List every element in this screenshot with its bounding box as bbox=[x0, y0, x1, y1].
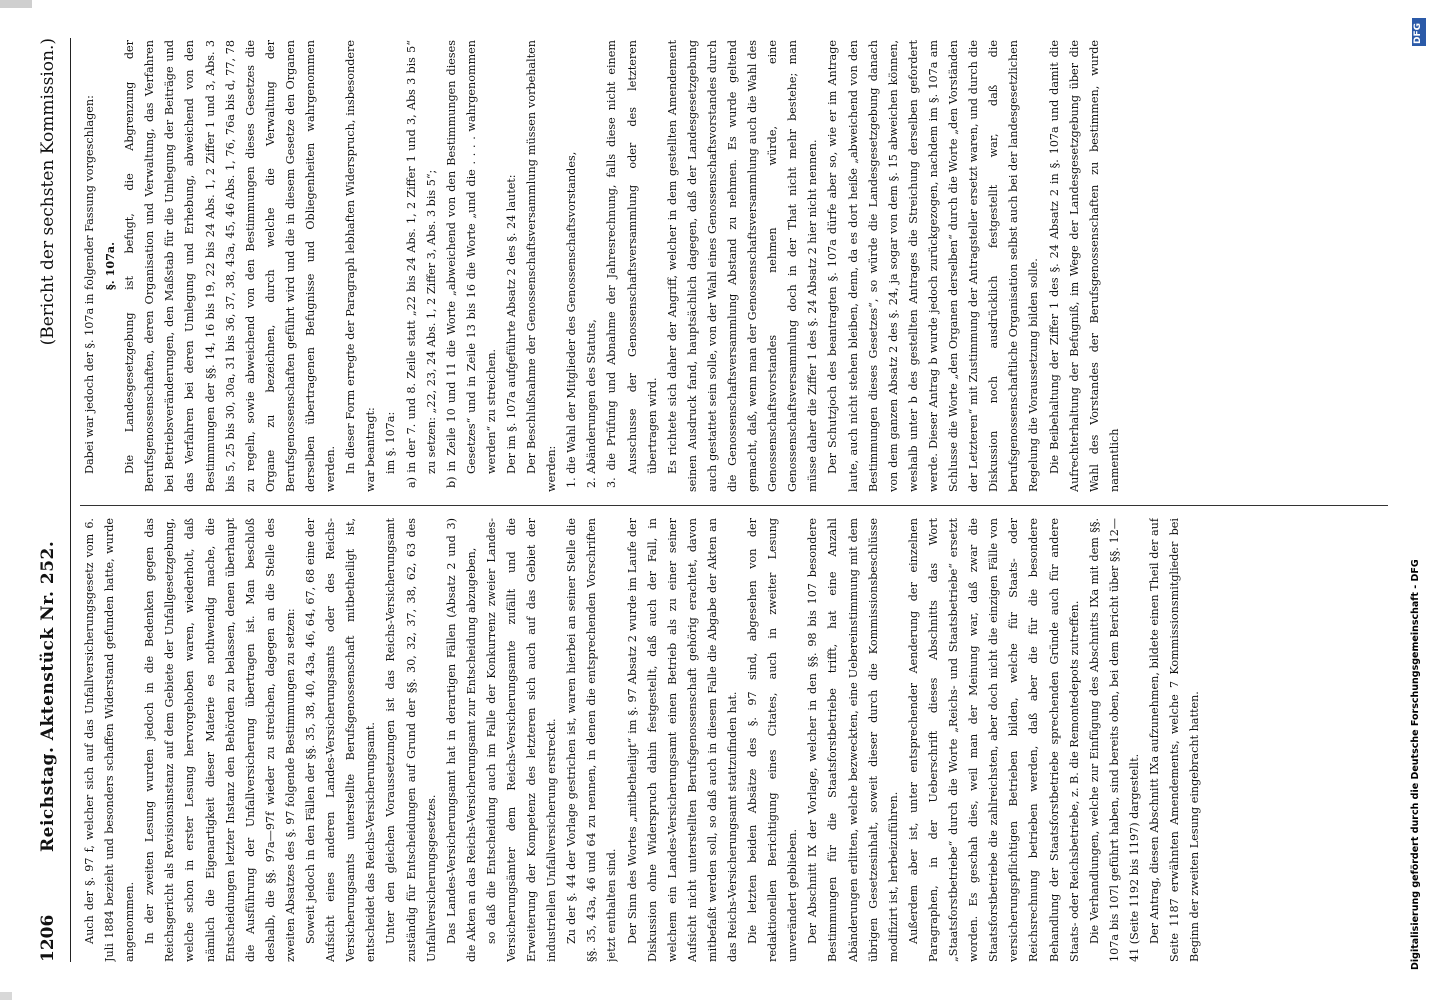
paragraph: Zu der §. 44 der Vorlage gestrichen ist, waren hierbei an seiner Stelle die §§. 35, 43a, 46 und 64 zu nennen, in denen die entsprechenden Vorschriften jetzt enthalten sind. bbox=[565, 518, 619, 962]
paragraph: Die Verhandlungen, welche zur Einfügung des Abschnitts IXa mit dem §§. 107a bis 107l geführt haben, sind bereits oben, bei dem Bericht über §§. 12—41 (Seite 1192 bis 1197) dargestellt. bbox=[1087, 518, 1141, 962]
paragraph: Die letzten beiden Absätze des §. 97 sind, abgesehen von der redaktionellen Berichtigung eines Citates, auch in zweiter Lesung unverändert geblieben. bbox=[746, 518, 800, 962]
paragraph: Der Abschnitt IX der Vorlage, welcher in den §§. 98 bis 107 besondere Bestimmungen für die Staatsforstbetriebe trifft, hat eine Anzahl Abänderungen erlitten, welche bezweckten, eine Uebereinstimmung mit dem übrigen Gesetzesinhalt, soweit dieser durch die Kommissionsbeschlüsse modifizirt ist, herbeizuführen. bbox=[806, 518, 900, 962]
list-item: 2. Abänderungen des Statuts, bbox=[585, 319, 599, 488]
section-heading: §. 107a. bbox=[103, 241, 118, 291]
paragraph: Auch der §. 97 f, welcher sich auf das Unfallversicherungsgesetz vom 6. Juli 1884 bezieht und besonders schaffen Widerstand gefunden hatte, wurde angenommen. bbox=[83, 518, 137, 962]
paragraph: Die Beibehaltung der Ziffer 1 des §. 24 Absatz 2 in §. 107a und damit die Aufrechterhaltung der Befugniß, im Wege der Landesgesetzgebung über die Wahl des Vorstandes der Berufsgenossenschaften zu bestimmen, wurde namentlich bbox=[1047, 40, 1121, 492]
paragraph: Es richtete sich daher der Angriff, welcher in dem gestellten Amendement seinen Ausdruck fand, hauptsächlich dagegen, daß der Landesgesetzgebung auch gestattet sein solle, von der Wahl eines Genossenschaftsvorstandes durch die Genossenschaftsversammlung Abstand zu nehmen. Es wurde geltend gemacht, daß, wenn man der Genossenschaftsversammlung auch die Wahl des Genossenschaftsvorstandes nehmen würde, eine Genossenschaftsversammlung doch in der That nicht mehr bestehe; man müsse daher die Ziffer 1 des §. 24 Absatz 2 hier nicht nennen. bbox=[665, 40, 820, 492]
page-number: 1206 bbox=[38, 914, 58, 962]
paragraph: Soweit jedoch in den Fällen der §§. 35, 38, 40, 43a, 46, 64, 67, 68 eine der Aufsicht eines anderen Landes-Versicherungsamts oder des Reichs-Versicherungsamts unterstellte Berufsgenossenschaft mitbetheiligt ist, entscheidet das Reichs-Versicherungsamt. bbox=[304, 518, 378, 962]
document-page bbox=[16, 20, 1408, 980]
right-column bbox=[80, 40, 1396, 492]
digitization-note bbox=[1410, 40, 1426, 970]
paragraph: Der im §. 107a aufgeführte Absatz 2 des §. 24 lautet: bbox=[504, 174, 518, 474]
paragraph: Dabei war jedoch der §. 107a in folgender Fassung vorgeschlagen: bbox=[83, 95, 96, 474]
list-item: b) in Zeile 10 und 11 die Worte „abweichend von den Bestimmungen dieses Gesetzes“ und in Zeile 13 bis 16 die Worte „und die . . . . wahrgenommen werden“ zu streichen. bbox=[444, 40, 498, 488]
list-item: 1. die Wahl der Mitglieder des Genossenschaftsvorstandes, bbox=[565, 151, 579, 488]
dfg-logo bbox=[1412, 18, 1426, 46]
digitization-note-text: Digitalisierung gefördert durch die Deutsche Forschungsgemeinschaft - DFG bbox=[1410, 559, 1421, 970]
dfg-logo-text: DFG bbox=[1413, 22, 1423, 44]
left-column bbox=[80, 518, 1396, 962]
paragraph: Der Sinn des Wortes „mitbetheiligt“ im §. 97 Absatz 2 wurde im Laufe der Diskussion ohne Widerspruch dahin festgestellt, daß auch der Fall, in welchem ein Landes-Versicherungsamt einen Betrieb als zu einer seiner Aufsicht nicht unterstellten Berufsgenossenschaft gehörig erachtet, davon mitbefaßt werden soll, so daß auch in diesem Falle die Abgabe der Akten an das Reichs-Versicherungsamt stattzufinden hat. bbox=[625, 518, 739, 962]
paragraph: Unter den gleichen Voraussetzungen ist das Reichs-Versicherungsamt zuständig für Entscheidungen auf Grund der §§. 30, 32, 37, 38, 62, 63 des Unfallversicherungsgesetzes. bbox=[384, 518, 438, 962]
paragraph: Der Schutzjoch des beantragten §. 107a dürfe aber so, wie er im Antrage laute, auch nicht stehen bleiben, denn, da es dort heiße „abweichend von den Bestimmungen dieses Gesetzes“, so würde die Landesgesetzgebung danach von dem ganzen Absatz 2 des §. 24, ja sogar von dem §. 15 abweichen können, weshalb unter b des gestellten Antrages die Streichung derselben gefordert werde. Dieser Antrag b wurde jedoch zurückgezogen, nachdem im §. 107a am Schlusse die Worte „den Organen derselben“ durch die Worte „den Vorständen der Letzteren“ mit Zustimmung der Antragsteller ersetzt waren, und durch die Diskussion noch ausdrücklich festgestellt war, daß die berufsgenossenschaftliche Organisation selbst auch bei der landesgesetzlichen Regelung die Voraussetzung bilden solle. bbox=[826, 40, 1041, 492]
column-separator bbox=[80, 505, 1388, 506]
list-item: a) in der 7. und 8. Zeile statt „22 bis 24 Abs. 1, 2 Ziffer 1 und 3, Abs 3 bis 5“ zu setzen: „22, 23, 24 Abs. 1, 2 Ziffer 3, Abs. 3 bis 5“; bbox=[404, 40, 438, 488]
paragraph: so daß die Entscheidung auch im Falle der Konkurrenz zweier Landes-Versicherungsämter dem Reichs-Versicherungsamte zufällt und die Erweiterung der Kompetenz des letzteren sich auch auf das Gebiet der industriellen Unfallversicherung erstreckt. bbox=[484, 518, 559, 962]
paragraph: In dieser Form erregte der Paragraph lebhaften Widerspruch, insbesondere war beantragt: bbox=[344, 40, 378, 492]
document-series-title: Reichstag. Aktenstück Nr. 252. bbox=[38, 540, 58, 852]
paragraph: Die Landesgesetzgebung ist befugt, die Abgrenzung der Berufsgenossenschaften, deren Organisation und Verwaltung, das Verfahren bei Betriebsveränderungen, den Maßstab für die Umlegung der Beiträge und das Verfahren bei deren Umlegung und Erhebung, abweichend von den Bestimmungen der §§. 14, 16 bis 19, 22 bis 24 Abs. 1, 2 Ziffer 1 und 3, Abs. 3 bis 5, 25 bis 30, 30a, 31 bis 36, 37, 38, 43a, 45, 46 Abs. 1, 76, 76a bis d, 77, 78 zu regeln, sowie abweichend von den Bestimmungen dieses Gesetzes die Organe zu bezeichnen, durch welche die Verwaltung der Berufsgenossenschaften geführt wird und die in diesem Gesetze den Organen derselben übertragenen Befugnisse und Obliegenheiten wahrgenommen werden. bbox=[123, 40, 338, 492]
paragraph: Der Beschlußnahme der Genossenschaftsversammlung müssen vorbehalten werden: bbox=[525, 40, 559, 492]
running-header bbox=[34, 38, 68, 962]
paragraph: Außerdem aber ist, unter entsprechender Aenderung der einzelnen Paragraphen, in der Ueberschrift dieses Abschnitts das Wort „Staatsforstbetriebe“ durch die Worte „Reichs- und Staatsbetriebe“ ersetzt worden. Es geschah dies, weil man der Meinung war, daß zwar die Staatsforstbetriebe die zahlreichsten, aber doch nicht die einzigen Fälle von versicherungspflichtigen Betrieben bilden, welche für Staats- oder Reichsrechnung betrieben werden, daß aber die für die besondere Behandlung der Staatsforstbetriebe sprechenden Gründe auch für andere Staats- oder Reichsbetriebe, z. B. die Remontedepots zutreffen. bbox=[906, 518, 1081, 962]
section-title: (Bericht der sechsten Kommission.) bbox=[38, 38, 58, 346]
scan-corner-mark bbox=[0, 0, 32, 8]
paragraph: Der Antrag, diesen Abschnitt IXa aufzunehmen, bildete einen Theil der auf Seite 1187 erwähnten Amendements, welche 7 Kommissionsmitglieder bei Beginn der zweiten Lesung eingebracht hatten. bbox=[1147, 518, 1202, 962]
header-rule bbox=[70, 38, 71, 962]
paragraph: Das Landes-Versicherungsamt hat in derartigen Fällen (Absatz 2 und 3) die Akten an das Reichs-Versicherungsamt zur Entscheidung abzugeben, bbox=[444, 518, 478, 962]
scan-corner-mark-bottom bbox=[0, 992, 12, 1000]
paragraph: In der zweiten Lesung wurden jedoch in die Bedenken gegen das Reichsgericht als Revisionsinstanz auf dem Gebiete der Unfallgesetzgebung, welche schon in erster Lesung hervorgehoben waren, wiederholt, daß nämlich die Eigenartigkeit dieser Materie es nothwendig mache, die Entscheidungen letzter Instanz den Behörden zu belassen, denen überhaupt die Ausführung der Unfallversicherung übertragen ist. Man beschloß deshalb, die §§. 97a—97f wieder zu streichen, dagegen an die Stelle des zweiten Absatzes des §. 97 folgende Bestimmungen zu setzen: bbox=[143, 518, 297, 962]
paragraph: im §. 107a: bbox=[384, 411, 398, 474]
list-item: 3. die Prüfung und Abnahme der Jahresrechnung, falls diese nicht einem Ausschusse der Genossenschaftsversammlung oder des letzteren übertragen wird. bbox=[605, 40, 659, 488]
